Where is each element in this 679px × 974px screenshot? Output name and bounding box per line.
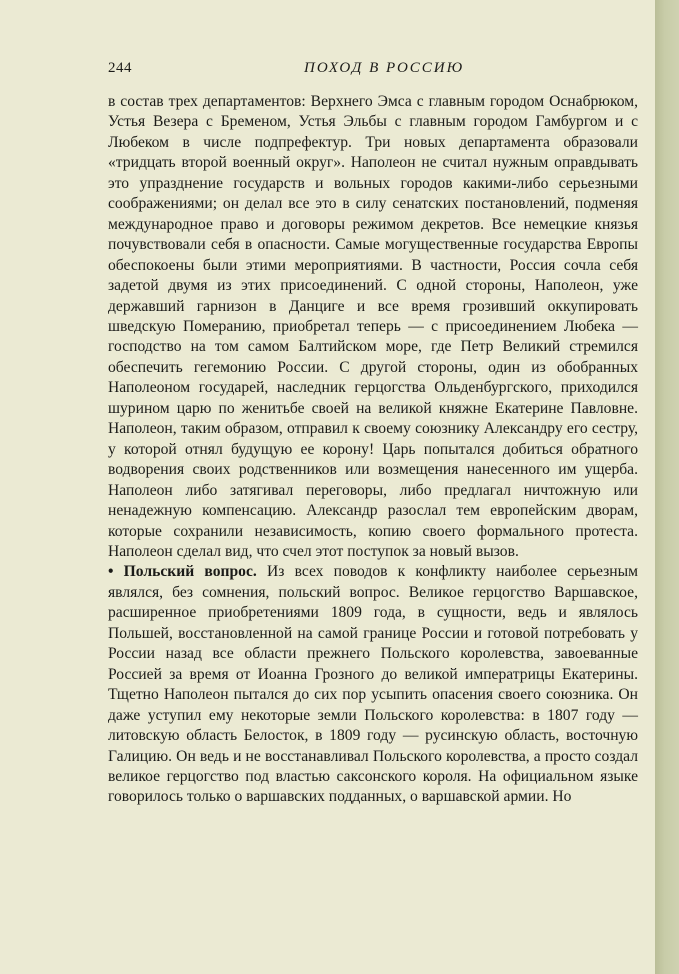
paragraph-2-text: Из всех поводов к конфликту наиболее серьезным являлся, без сомнения, польский вопрос. Великое герцогство Варшавское, расширенное приобретениями 1809 года, в сущности, ведь и являлось Польшей, восстановленной на самой границе России и готовой потребовать у России назад все области прежнего Польского королевства, завоеванные Россией за время от Иоанна Грозного до великой императрицы Екатерины. Тщетно Наполеон пытался до сих пор усыпить опасения своего союзника. Он даже уступил ему некоторые земли Польского королевства: в 1807 году — литовскую область Белосток, в 1809 году — русинскую область, восточную Галицию. Он ведь и не восстанавливал Польского королевства, а просто создал великое герцогство под властью саксонского короля. На официальном языке говорилось только о варшавских подданных, о варшавской армии. Но [108,563,638,806]
section-heading: Польский вопрос. [123,563,267,581]
running-head [108,60,638,82]
page-number: 244 [108,60,132,76]
paragraph-2 [108,562,638,807]
paragraph-bullet: • [108,563,124,581]
running-title: ПОХОД В РОССИЮ [304,60,465,76]
body-text [108,92,638,808]
book-page-edge [655,0,679,974]
paragraph-1: в состав трех департаментов: Верхнего Эмса с главным городом Оснабрюком, Устья Везера с Бременом, Устья Эльбы с главным городом Гамбургом и с Любеком в числе подпрефектур. Три новых департамента образовали «тридцать второй военный округ». Наполеон не считал нужным оправдывать это упразднение государств и вольных городов какими-либо серьезными соображениями; он делал все это в силу сенатских постановлений, подменяя международное право и договоры режимом декретов. Все немецкие князья почувствовали себя в опасности. Самые могущественные государства Европы обеспокоены были этими мероприятиями. В частности, Россия сочла себя задетой двумя из этих присоединений. С одной стороны, Наполеон, уже державший гарнизон в Данциге и все время грозивший оккупировать шведскую Померанию, приобретал теперь — с присоединением Любека — господство на том самом Балтийском море, где Петр Великий стремился обеспечить гегемонию России. С другой стороны, один из обобранных Наполеоном государей, наследник герцогства Ольденбургского, приходился шурином царю по женитьбе своей на великой княжне Екатерине Павловне. Наполеон, таким образом, отправил к своему союзнику Александру его сестру, у которой отнял будущую ее корону! Царь попытался добиться обратного водворения своих родственников или возмещения нанесенного им ущерба. Наполеон либо затягивал переговоры, либо предлагал ничтожную или ненадежную компенсацию. Александр разослал тем европейским дворам, которые сохранили независимость, копию своего формального протеста. Наполеон сделал вид, что счел этот поступок за новый вызов. [108,93,638,560]
